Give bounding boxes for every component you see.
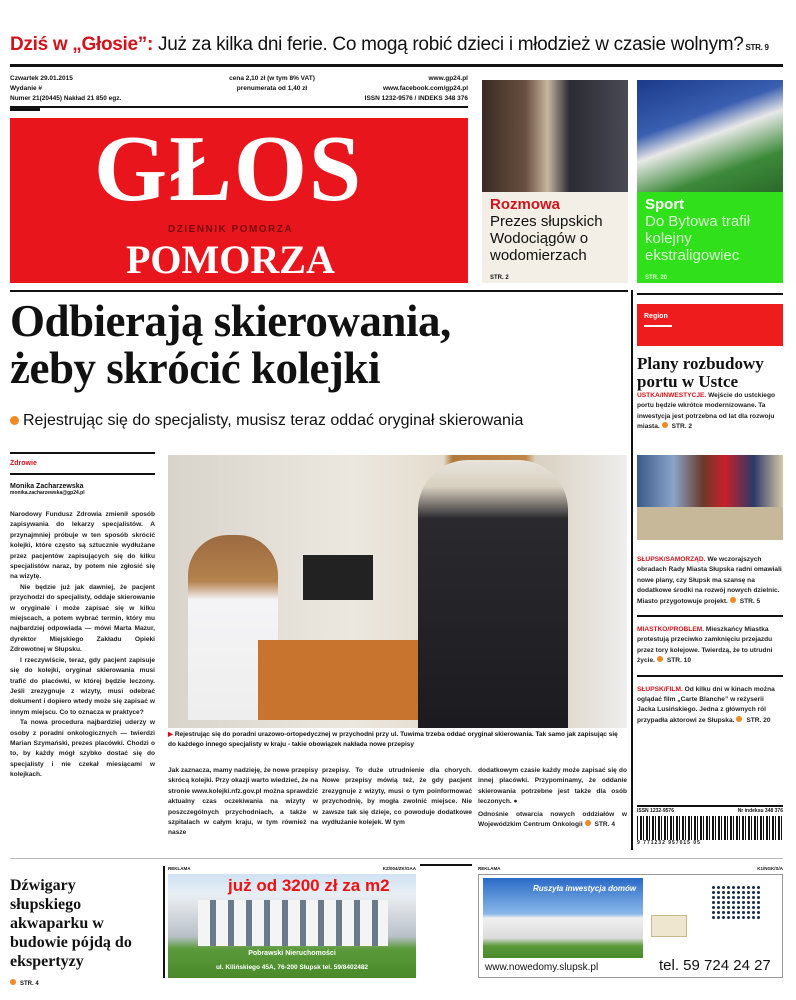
divider: [637, 615, 783, 617]
promo-box: [482, 192, 628, 283]
promo-interview[interactable]: [482, 80, 628, 283]
promo-photo: [482, 80, 628, 192]
teaser-text: Już za kilka dni ferie. Co mogą robić dzieci i młodzież w czasie wolnym?: [153, 34, 744, 55]
ad-label: REKLAMA: [168, 866, 191, 871]
divider: [10, 473, 155, 475]
bottom-story-page: STR. 4: [20, 981, 39, 987]
photo-table: [637, 507, 783, 540]
date: Czwartek 29.01.2015: [10, 75, 73, 82]
logo-sub: POMORZA: [126, 237, 335, 282]
story-text: Od kilku dni w kinach można oglądać film „Carte Blanche” w reżyserii Jacka Lusińskiego. Jedna z głównych ról przypadła aktorowi ze Słupska.: [637, 685, 775, 724]
headline-line: żeby skrócić kolejki: [10, 343, 380, 393]
ad-company: Pobrawski Nieruchomości: [248, 950, 336, 957]
divider: [10, 452, 155, 454]
divider: [10, 290, 628, 292]
divider: [637, 675, 783, 677]
ad-labels: [478, 866, 783, 871]
ad-phone: tel. 59 724 24 27: [659, 957, 771, 974]
logo-tagline: DZIENNIK POMORZA: [168, 224, 294, 235]
ad-code: KZ/004/ZK/GAA: [382, 866, 416, 871]
barcode: [637, 816, 783, 840]
teaser-page: STR. 9: [743, 43, 769, 52]
sidebar-lead-text: [637, 391, 783, 433]
divider: [637, 293, 783, 295]
issue-number: Numer 21(20445) Nakład 21 850 egz.: [10, 95, 122, 102]
body-paragraph: I rzeczywiście, teraz, gdy pacjent zapisuje się do kolejki, oryginał skierowania musi trafić do placówki, w której będzie leczony. Jeśli zrezygnuje z wizyty, musi odebrać dokument i dopiero wtedy może się zapisać w innym miejscu. Co to oznacza w praktyce?: [10, 656, 155, 716]
story-kicker: SŁUPSK/FILM.: [637, 685, 683, 693]
section-banner-label: Region: [644, 313, 668, 320]
section-label: Zdrowie: [10, 460, 37, 467]
ad-dots-logo: [711, 885, 761, 919]
teaser-bar: [10, 34, 769, 56]
promo-page: STR. 2: [490, 275, 509, 281]
divider-accent: [10, 106, 40, 111]
bullet-icon: [657, 656, 663, 662]
divider: [10, 64, 783, 67]
ad-code: K1/NGK/S/A: [757, 866, 783, 871]
story-page: STR. 10: [666, 657, 691, 665]
article-left-column: [10, 452, 155, 781]
sidebar-story[interactable]: [637, 625, 783, 667]
caption-arrow-icon: ▶: [168, 731, 175, 738]
sidebar-photo: [637, 455, 783, 540]
article-photo: [168, 455, 627, 728]
body-column: Jak zaznacza, mamy nadzieję, że nowe przepisy skrócą kolejki. Przy okazji warto wiedzieć, że na stronie www.kolejki.nfz.gov.pl można sprawdzić aktualny czas oczekiwania na wizyty w poszczególnych przychodniach, a także w szpitalach w całym kraju, w tym również na nasze: [168, 767, 318, 837]
story-page: STR. 2: [671, 423, 693, 431]
logo-main: GŁOS: [94, 118, 364, 221]
masthead-center: [222, 74, 322, 94]
story-page: STR. 20: [746, 716, 771, 724]
masthead-right: [330, 74, 468, 104]
subheadline-text: Rejestrując się do specjalisty, musisz teraz oddać oryginał skierowania: [23, 412, 524, 429]
story-page: STR. 5: [739, 597, 761, 605]
ad-title: Ruszyła inwestycja domów: [533, 884, 637, 893]
bullet-icon: [736, 716, 742, 722]
promo-sport[interactable]: [637, 80, 783, 283]
bullet-icon: [10, 416, 19, 425]
issn: ISSN 1232-9576 / INDEKS 348 376: [364, 95, 468, 102]
promo-page: STR. 20: [645, 275, 668, 281]
subheadline: [10, 412, 523, 430]
photo-printer: [303, 555, 373, 600]
body-column: przepisy. To duże utrudnienie dla chorych. Nowe przepisy mówią też, że gdy pacjent zrezygnuje z wizyty, musi o tym poinformować przychodnię, by mogła zwolnić miejsce. Nie zawsze tak się dzieje, co powoduje dodatkowe wydłużanie kolejek. W tym: [322, 767, 472, 827]
read-more-page: STR. 4: [594, 821, 616, 829]
barcode-digits: 9 771232 957015 05: [637, 840, 701, 846]
bullet-icon: [662, 422, 668, 428]
ad-border: [163, 866, 165, 978]
bottom-story-headline: Dźwigary słupskiego akwaparku w budowie pójdą do ekspertyzy: [10, 877, 132, 970]
promo-photo: [637, 80, 783, 192]
body-paragraph: Ta nowa procedura najbardziej uderzy w osoby z poradni onkologicznych — twierdzi Marian Szymański, prezes placówki. Chodzi o to, by każdy mógł szybko dostać się do specjalisty i nie czekał miesiącami w kolejkach.: [10, 719, 155, 779]
issn-label: ISSN 1232-9576: [637, 808, 674, 814]
headline-line: Odbierają skierowania,: [10, 296, 451, 346]
promo-kicker: Sport: [645, 196, 685, 213]
promo-kicker: Rozmowa: [490, 196, 561, 213]
banner-underline: [644, 325, 672, 327]
facebook-link[interactable]: www.facebook.com/gp24.pl: [383, 85, 468, 92]
ad-nowe-domy[interactable]: [478, 874, 783, 978]
read-more-text: Odnośnie otwarcia nowych oddziałów w Wojewódzkim Centrum Onkologii: [478, 810, 627, 829]
story-kicker: SŁUPSK/SAMORZĄD.: [637, 556, 706, 563]
section-banner: [637, 304, 783, 346]
story-kicker: MIASTKO/PROBLEM.: [637, 626, 705, 634]
sidebar-stories: [637, 555, 783, 726]
photo-caption: [168, 730, 627, 750]
divider: [637, 805, 783, 807]
sidebar-story[interactable]: [637, 555, 783, 607]
bottom-story[interactable]: [10, 876, 150, 987]
body-paragraph: Nie będzie już jak dawniej, że pacjent przychodzi do specjalisty, oddaje skierowanie w oryginale i może zapisać się w kilku miejscach, a potem wybrać termin, który mu najbardziej odpowiada — mówi Marta Mazur, dyrektor Miejskiego Zakładu Opieki Zdrowotnej w Słupsku.: [10, 583, 155, 654]
caption-text: Rejestrując się do poradni urazowo-ortopedycznej w przychodni przy ul. Tuwima trzeba oddać oryginał skierowania. Tak samo jak zapisując się do każdego innego specjalisty w kraju - takie obowiązek nakłada nowe przepisy: [168, 731, 618, 748]
promo-title: Prezes słupskich Wodociągów o wodomierzach: [490, 213, 603, 264]
story-text: Wejście do ustckiego portu będzie wkrótce modernizowane. Ta inwestycja jest potrzebna od lat dla rozwoju miasta.: [637, 392, 776, 431]
sidebar-lead-story[interactable]: [637, 355, 783, 433]
column-divider: [631, 290, 633, 850]
ad-label: REKLAMA: [478, 866, 501, 871]
divider: [420, 864, 472, 866]
newspaper-logo: [10, 118, 468, 283]
story-text: We wczorajszych obradach Rady Miasta Słupska radni omawiali nowe plany, czy Słupsk ma szansę na dodatkowe środki na rozwój nowych dzielnic. Miasto przygotowuje projekt.: [637, 556, 782, 605]
body-paragraph: Narodowy Fundusz Zdrowia zmienił sposób zapisywania do lekarzy specjalistów. A przynajmniej próbuje w ten sposób skrócić kolejki, które często są sztucznie wydłużane przez pacjentów zapisujących się do kilku specjalistów naraz, by potem nie zgłosić się na wizytę.: [10, 511, 155, 581]
promo-title: Do Bytowa trafił kolejny ekstraligowiec: [645, 213, 751, 264]
story-text: Mieszkańcy Miastka protestują przeciwko zamknięciu przejazdu przez tory kolejowe. Twierdzą, że to utrudni życie.: [637, 626, 773, 665]
ad-logo: [651, 915, 687, 937]
index-label: Nr indeksu 348 376: [737, 808, 783, 814]
website-link[interactable]: www.gp24.pl: [428, 75, 468, 82]
divider: [10, 858, 783, 859]
bullet-icon: [10, 979, 16, 985]
author-email[interactable]: monika.zacharzewska@gp24.pl: [10, 490, 85, 496]
ad-price: już od 3200 zł za m2: [228, 876, 390, 895]
story-kicker: USTKA/INWESTYCJE.: [637, 392, 707, 399]
sidebar-headline: Plany rozbudowy portu w Ustce: [637, 354, 764, 391]
author: Monika Zacharzewska: [10, 483, 84, 490]
bullet-icon: [730, 597, 736, 603]
ad-apartments[interactable]: [168, 874, 416, 978]
price: cena 2,10 zł (w tym 8% VAT): [229, 75, 315, 82]
body-paragraph: dodatkowym czasie każdy może zapisać się do innej placówki. Przypominamy, że oddanie skierowania potrzebne jest także dla osób leczonych. ●: [478, 767, 627, 806]
bullet-icon: [585, 820, 591, 826]
price-note: prenumerata od 1,40 zł: [236, 85, 308, 92]
body-column: [478, 766, 627, 830]
ad-building-image: [483, 878, 643, 958]
ad-website[interactable]: www.nowedomy.slupsk.pl: [485, 962, 599, 973]
ad-address: ul. Kilińskiego 45A, 76-200 Słupsk tel. 59/8402482: [215, 964, 369, 971]
ad-labels: [168, 866, 416, 871]
barcode-block: [637, 808, 783, 846]
divider: [10, 106, 468, 108]
teaser-lead: Dziś w „Głosie”:: [10, 34, 154, 55]
photo-figure-patient: [418, 460, 568, 728]
edition: Wydanie #: [10, 85, 43, 92]
main-headline[interactable]: [10, 298, 451, 392]
promo-box: [637, 192, 783, 283]
read-more[interactable]: [478, 810, 627, 831]
masthead-left: [10, 74, 121, 104]
sidebar-story[interactable]: [637, 685, 783, 727]
ad-building-image: [198, 900, 388, 946]
